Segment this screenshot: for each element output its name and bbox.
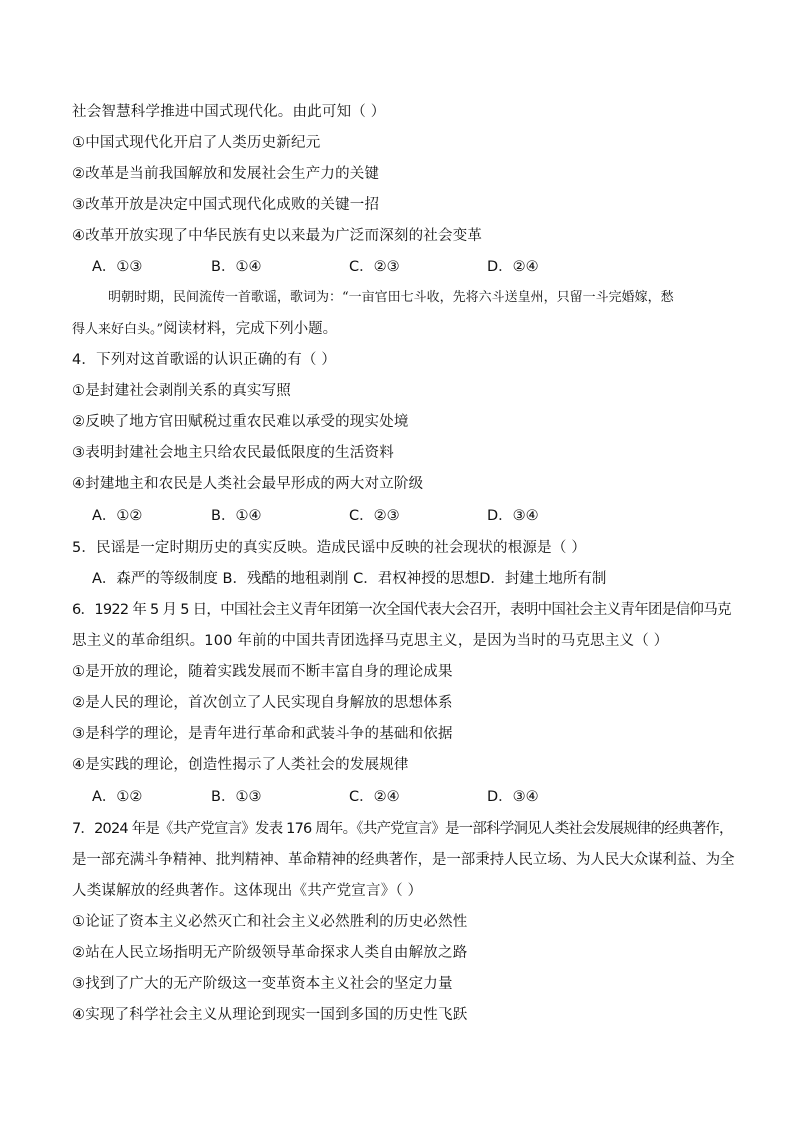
- q3-item-2: ②改革是当前我国解放和发展社会生产力的关键: [72, 166, 380, 182]
- q7-item-4: ④实现了科学社会主义从理论到现实一国到多国的历史性飞跃: [72, 1007, 468, 1023]
- q7-stem-line-1: 7．2024 年是《共产党宣言》发表 176 周年。《共产党宣言》是一部科学洞见人类社会发展规律的经典著作，: [72, 821, 733, 837]
- q4-stem: 4．下列对这首歌谣的认识正确的有（ ）: [72, 352, 337, 368]
- q6-option-d[interactable]: D．③④: [487, 789, 539, 805]
- q4-item-2: ②反映了地方官田赋税过重农民难以承受的现实处境: [72, 414, 409, 430]
- q3-item-3: ③改革开放是决定中国式现代化成败的关键一招: [72, 197, 380, 213]
- q3-option-b[interactable]: B．①④: [211, 259, 262, 275]
- material-line-2: [72, 317, 337, 341]
- q4-option-a[interactable]: A．①②: [92, 508, 143, 524]
- q6-option-c[interactable]: C．②④: [349, 789, 400, 805]
- material-instruction: 阅读材料，完成下列小题。: [163, 321, 338, 337]
- q7-item-1: ①论证了资本主义必然灭亡和社会主义必然胜利的历史必然性: [72, 914, 468, 930]
- q6-item-1: ①是开放的理论，随着实践发展而不断丰富自身的理论成果: [72, 664, 453, 680]
- q5-stem: 5．民谣是一定时期历史的真实反映。造成民谣中反映的社会现状的根源是（ ）: [72, 540, 587, 556]
- material-quote-end: 得人来好白头。”: [72, 322, 164, 337]
- q4-option-d[interactable]: D．③④: [487, 508, 539, 524]
- q4-item-1: ①是封建社会剥削关系的真实写照: [72, 383, 291, 399]
- q6-item-3: ③是科学的理论，是青年进行革命和武装斗争的基础和依据: [72, 726, 453, 742]
- q7-stem-line-3: 人类谋解放的经典著作。这体现出《共产党宣言》（ ）: [72, 883, 423, 899]
- q6-options: [92, 785, 572, 809]
- q4-item-4: ④封建地主和农民是人类社会最早形成的两大对立阶级: [72, 476, 424, 492]
- q4-option-b[interactable]: B．①④: [211, 508, 262, 524]
- q5-options-text[interactable]: A．森严的等级制度 B．残酷的地租剥削 C．君权神授的思想D．封建土地所有制: [92, 571, 607, 587]
- q7-item-2: ②站在人民立场指明无产阶级领导革命探求人类自由解放之路: [72, 945, 468, 961]
- q3-options: [92, 255, 572, 279]
- q6-item-2: ②是人民的理论，首次创立了人民实现自身解放的思想体系: [72, 695, 453, 711]
- q6-option-a[interactable]: A．①②: [92, 789, 143, 805]
- q3-item-1: ①中国式现代化开启了人类历史新纪元: [72, 135, 321, 151]
- q4-item-3: ③表明封建社会地主只给农民最低限度的生活资料: [72, 445, 394, 461]
- q3-item-4: ④改革开放实现了中华民族有史以来最为广泛而深刻的社会变革: [72, 228, 483, 244]
- q3-option-a[interactable]: A．①③: [92, 259, 143, 275]
- q3-option-c[interactable]: C．②③: [349, 259, 400, 275]
- q5-options: [92, 567, 612, 591]
- q6-option-b[interactable]: B．①③: [211, 789, 262, 805]
- material-line-1: 明朝时期，民间流传一首歌谣，歌词为：“一亩官田七斗收，先将六斗送皇州，只留一斗完婚嫁，愁: [108, 290, 674, 305]
- q4-option-c[interactable]: C．②③: [349, 508, 400, 524]
- q3-option-d[interactable]: D．②④: [487, 259, 539, 275]
- q6-item-4: ④是实践的理论，创造性揭示了人类社会的发展规律: [72, 757, 409, 773]
- q6-stem-line-1: 6．1922 年 5 月 5 日，中国社会主义青年团第一次全国代表大会召开，表明中国社会主义青年团是信仰马克: [72, 602, 731, 618]
- q7-item-3: ③找到了广大的无产阶级这一变革资本主义社会的坚定力量: [72, 976, 453, 992]
- q3-stem: 社会智慧科学推进中国式现代化。由此可知（ ）: [72, 104, 386, 120]
- q6-stem-line-2: 思主义的革命组织。100 年前的中国共青团选择马克思主义，是因为当时的马克思主义（ ）: [72, 633, 669, 649]
- q7-stem-line-2: 是一部充满斗争精神、批判精神、革命精神的经典著作，是一部秉持人民立场、为人民大众谋利益、为全: [72, 852, 735, 868]
- q4-options: [92, 504, 572, 528]
